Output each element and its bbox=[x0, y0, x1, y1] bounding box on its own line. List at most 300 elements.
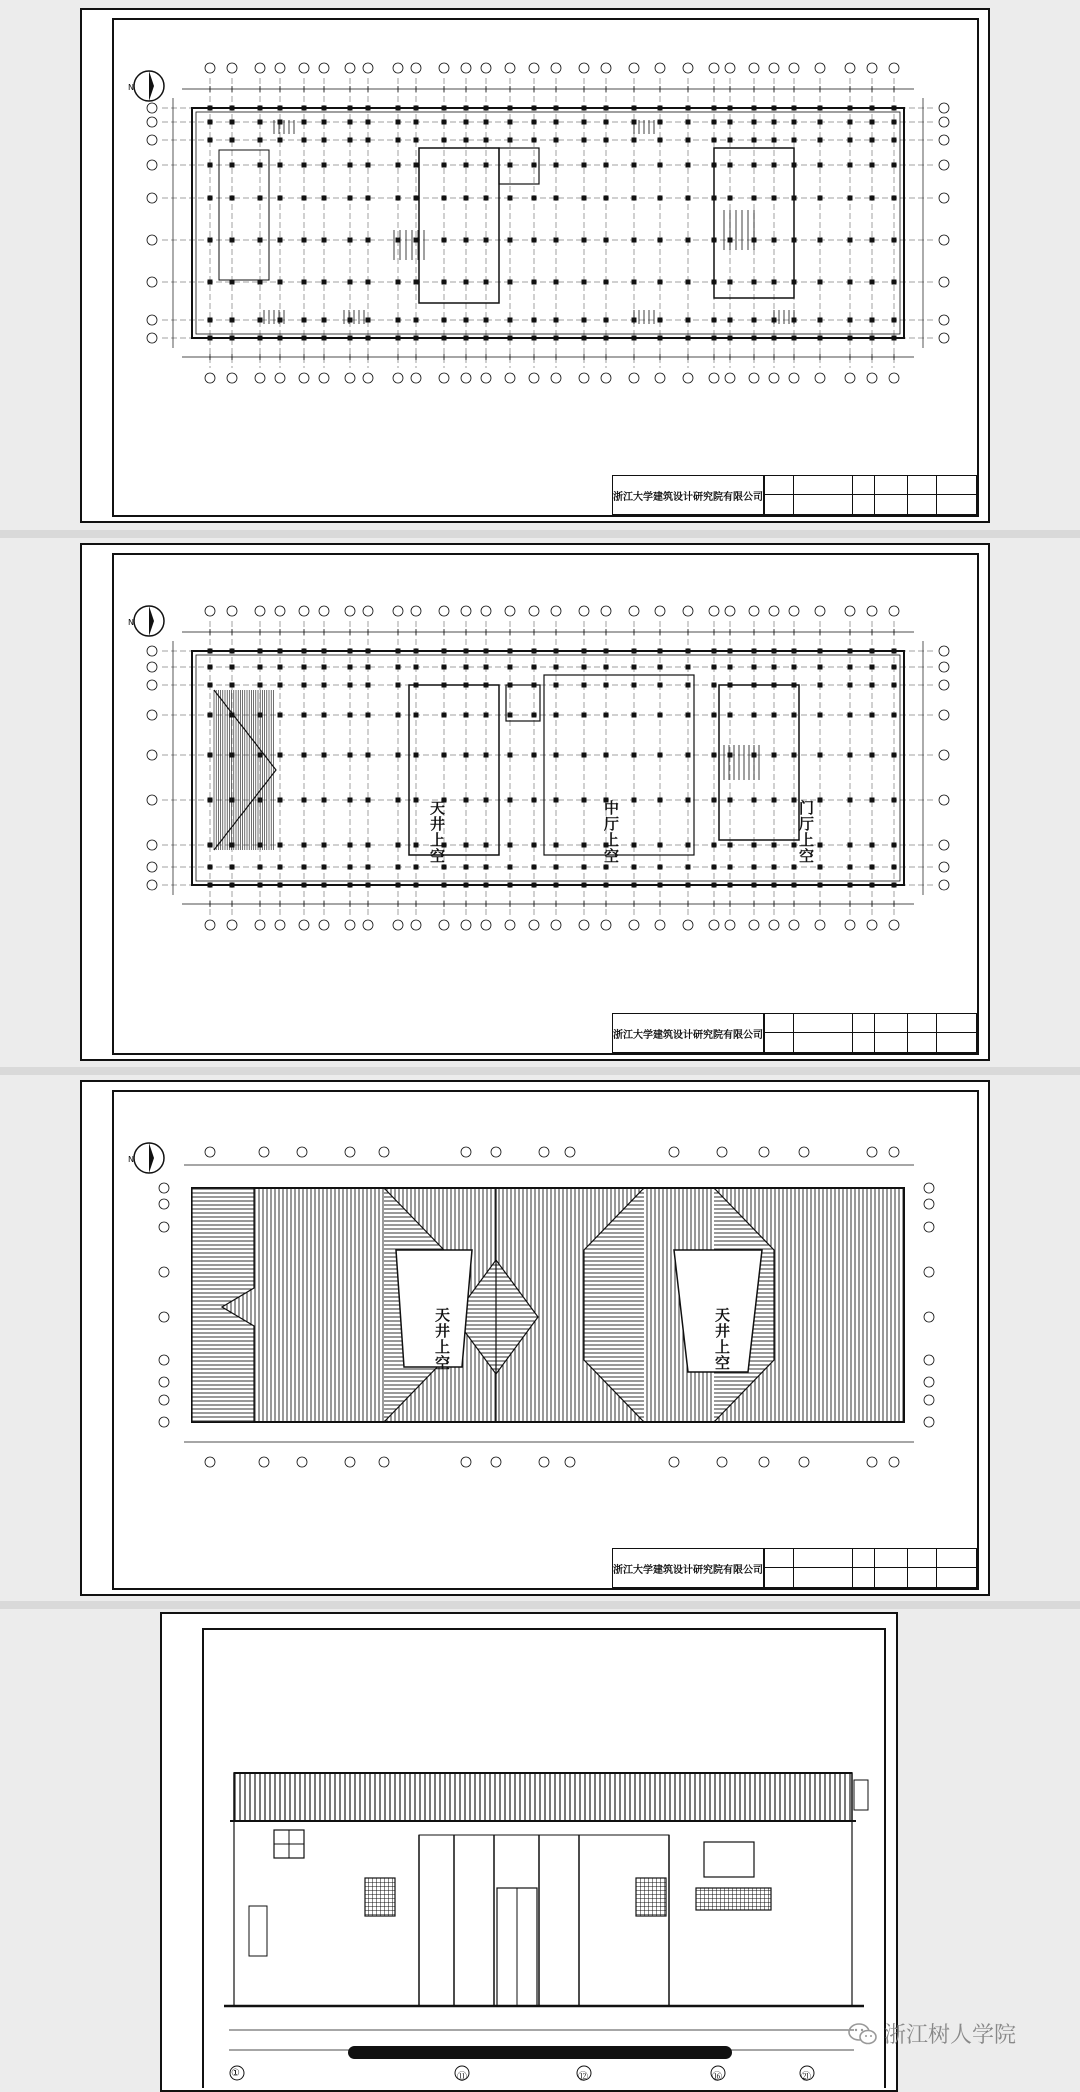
column bbox=[658, 713, 663, 718]
column bbox=[442, 196, 447, 201]
column bbox=[772, 120, 777, 125]
axis-bubble bbox=[799, 1147, 809, 1157]
second-floor-plan bbox=[114, 555, 979, 1055]
column bbox=[532, 798, 537, 803]
column bbox=[348, 196, 353, 201]
axis-bubble bbox=[227, 63, 237, 73]
axis-label: ⑫ bbox=[578, 2072, 588, 2083]
axis-bubble bbox=[815, 63, 825, 73]
column bbox=[554, 336, 559, 341]
axis-bubble bbox=[147, 880, 157, 890]
column bbox=[752, 336, 757, 341]
column bbox=[348, 138, 353, 143]
column bbox=[322, 138, 327, 143]
axis-bubble bbox=[319, 63, 329, 73]
axis-bubble bbox=[815, 373, 825, 383]
column bbox=[848, 683, 853, 688]
column bbox=[258, 106, 263, 111]
column bbox=[302, 865, 307, 870]
outer-wall bbox=[192, 108, 904, 338]
column bbox=[632, 336, 637, 341]
axis-label: ① bbox=[231, 2068, 240, 2079]
column bbox=[278, 865, 283, 870]
column bbox=[792, 106, 797, 111]
column bbox=[892, 163, 897, 168]
column bbox=[604, 683, 609, 688]
column bbox=[366, 865, 371, 870]
column bbox=[532, 318, 537, 323]
column bbox=[322, 163, 327, 168]
column bbox=[230, 238, 235, 243]
column bbox=[348, 865, 353, 870]
column bbox=[508, 106, 513, 111]
column bbox=[728, 120, 733, 125]
column bbox=[230, 665, 235, 670]
column bbox=[554, 106, 559, 111]
column bbox=[792, 138, 797, 143]
column bbox=[772, 713, 777, 718]
axis-bubble bbox=[539, 1147, 549, 1157]
axis-bubble bbox=[579, 920, 589, 930]
axis-bubble bbox=[717, 1457, 727, 1467]
column bbox=[818, 798, 823, 803]
axis-bubble bbox=[551, 920, 561, 930]
axis-bubble bbox=[529, 63, 539, 73]
column bbox=[818, 120, 823, 125]
axis-bubble bbox=[461, 606, 471, 616]
column bbox=[892, 120, 897, 125]
axis-label: ⑯ bbox=[712, 2072, 722, 2083]
column bbox=[258, 665, 263, 670]
column bbox=[414, 798, 419, 803]
axis-bubble bbox=[255, 606, 265, 616]
column bbox=[442, 138, 447, 143]
column bbox=[892, 865, 897, 870]
column bbox=[348, 798, 353, 803]
svg-text:N: N bbox=[128, 618, 134, 627]
column bbox=[712, 865, 717, 870]
axis-bubble bbox=[345, 1147, 355, 1157]
axis-bubble bbox=[924, 1222, 934, 1232]
column bbox=[464, 798, 469, 803]
column bbox=[686, 798, 691, 803]
column bbox=[728, 336, 733, 341]
column bbox=[582, 865, 587, 870]
column bbox=[208, 865, 213, 870]
axis-bubble bbox=[259, 1147, 269, 1157]
column bbox=[686, 280, 691, 285]
column bbox=[230, 163, 235, 168]
column bbox=[302, 138, 307, 143]
column bbox=[508, 318, 513, 323]
column bbox=[302, 238, 307, 243]
column bbox=[772, 280, 777, 285]
column bbox=[348, 336, 353, 341]
column bbox=[442, 753, 447, 758]
column bbox=[278, 753, 283, 758]
axis-bubble bbox=[867, 373, 877, 383]
column bbox=[302, 280, 307, 285]
column bbox=[554, 865, 559, 870]
column bbox=[208, 843, 213, 848]
column bbox=[818, 753, 823, 758]
room bbox=[219, 150, 269, 280]
column bbox=[818, 163, 823, 168]
column bbox=[772, 798, 777, 803]
axis-bubble bbox=[769, 373, 779, 383]
column bbox=[532, 138, 537, 143]
column bbox=[366, 280, 371, 285]
column bbox=[892, 713, 897, 718]
column bbox=[712, 713, 717, 718]
column bbox=[772, 336, 777, 341]
column bbox=[792, 753, 797, 758]
axis-bubble bbox=[299, 606, 309, 616]
column bbox=[396, 713, 401, 718]
column bbox=[818, 238, 823, 243]
column bbox=[484, 238, 489, 243]
axis-bubble bbox=[461, 63, 471, 73]
column bbox=[554, 753, 559, 758]
axis-bubble bbox=[601, 920, 611, 930]
axis-bubble bbox=[939, 135, 949, 145]
column bbox=[208, 798, 213, 803]
column bbox=[792, 883, 797, 888]
column bbox=[892, 336, 897, 341]
axis-bubble bbox=[297, 1147, 307, 1157]
column bbox=[870, 280, 875, 285]
column bbox=[658, 106, 663, 111]
column bbox=[366, 196, 371, 201]
column bbox=[870, 163, 875, 168]
column bbox=[604, 138, 609, 143]
north-arrow-icon bbox=[128, 71, 164, 101]
axis-bubble bbox=[725, 606, 735, 616]
column bbox=[772, 649, 777, 654]
column bbox=[712, 753, 717, 758]
column bbox=[508, 336, 513, 341]
column bbox=[818, 280, 823, 285]
axis-label: ⑪ bbox=[457, 2072, 467, 2083]
south-elevation bbox=[204, 1630, 886, 2088]
column bbox=[870, 683, 875, 688]
ground-floor-plan bbox=[114, 20, 979, 517]
column bbox=[870, 318, 875, 323]
void-courtyard bbox=[409, 685, 499, 855]
axis-bubble bbox=[505, 63, 515, 73]
column bbox=[230, 883, 235, 888]
column bbox=[484, 753, 489, 758]
axis-bubble bbox=[601, 606, 611, 616]
axis-bubble bbox=[411, 373, 421, 383]
column bbox=[442, 336, 447, 341]
axis-bubble bbox=[939, 277, 949, 287]
column bbox=[396, 883, 401, 888]
column bbox=[712, 883, 717, 888]
column bbox=[442, 883, 447, 888]
column bbox=[686, 683, 691, 688]
axis-bubble bbox=[481, 606, 491, 616]
column bbox=[442, 318, 447, 323]
column bbox=[728, 318, 733, 323]
axis-bubble bbox=[393, 63, 403, 73]
column bbox=[464, 318, 469, 323]
axis-bubble bbox=[867, 606, 877, 616]
column bbox=[632, 280, 637, 285]
column bbox=[658, 883, 663, 888]
column bbox=[484, 318, 489, 323]
column bbox=[604, 196, 609, 201]
column bbox=[582, 163, 587, 168]
column bbox=[604, 713, 609, 718]
column bbox=[532, 665, 537, 670]
column bbox=[554, 318, 559, 323]
column bbox=[366, 336, 371, 341]
column bbox=[772, 883, 777, 888]
axis-bubble bbox=[789, 606, 799, 616]
axis-bubble bbox=[939, 880, 949, 890]
drawing-frame bbox=[112, 1090, 979, 1590]
column bbox=[712, 665, 717, 670]
column bbox=[414, 713, 419, 718]
column bbox=[442, 665, 447, 670]
void-label-courtyard: 天井上空 bbox=[428, 800, 446, 864]
column bbox=[818, 843, 823, 848]
org-name: 浙江大学建筑设计研究院有限公司 bbox=[613, 1549, 764, 1587]
column bbox=[658, 280, 663, 285]
column bbox=[366, 883, 371, 888]
column bbox=[532, 713, 537, 718]
column bbox=[322, 883, 327, 888]
column bbox=[414, 649, 419, 654]
axis-bubble bbox=[683, 920, 693, 930]
column bbox=[302, 713, 307, 718]
org-name: 浙江大学建筑设计研究院有限公司 bbox=[613, 476, 764, 514]
column bbox=[582, 280, 587, 285]
watermark bbox=[848, 2018, 1016, 2049]
column bbox=[348, 163, 353, 168]
column bbox=[658, 196, 663, 201]
axis-bubble bbox=[845, 63, 855, 73]
axis-bubble bbox=[551, 63, 561, 73]
column bbox=[892, 883, 897, 888]
axis-bubble bbox=[363, 63, 373, 73]
column bbox=[366, 649, 371, 654]
column bbox=[604, 665, 609, 670]
column bbox=[464, 120, 469, 125]
column bbox=[632, 713, 637, 718]
column bbox=[554, 883, 559, 888]
axis-bubble bbox=[709, 920, 719, 930]
axis-bubble bbox=[505, 920, 515, 930]
column bbox=[582, 798, 587, 803]
void-label-courtyard-east: 天井上空 bbox=[713, 1307, 731, 1371]
axis-bubble bbox=[439, 920, 449, 930]
column bbox=[396, 865, 401, 870]
drawing-frame bbox=[112, 18, 979, 517]
column bbox=[686, 713, 691, 718]
axis-bubble bbox=[255, 63, 265, 73]
column bbox=[532, 883, 537, 888]
column bbox=[348, 318, 353, 323]
axis-bubble bbox=[889, 606, 899, 616]
roof-outline bbox=[192, 1188, 904, 1422]
facade-wall bbox=[234, 1821, 852, 2006]
axis-bubble bbox=[227, 373, 237, 383]
column bbox=[892, 798, 897, 803]
axis-bubble bbox=[867, 1457, 877, 1467]
column bbox=[322, 318, 327, 323]
column bbox=[532, 238, 537, 243]
axis-bubble bbox=[683, 606, 693, 616]
column bbox=[442, 106, 447, 111]
column bbox=[366, 163, 371, 168]
column bbox=[604, 753, 609, 758]
column bbox=[686, 163, 691, 168]
axis-bubble bbox=[411, 606, 421, 616]
axis-bubble bbox=[491, 1457, 501, 1467]
axis-bubble bbox=[255, 920, 265, 930]
column bbox=[658, 138, 663, 143]
axis-bubble bbox=[939, 315, 949, 325]
title-block bbox=[612, 1548, 977, 1588]
column bbox=[322, 196, 327, 201]
column bbox=[258, 138, 263, 143]
column bbox=[278, 280, 283, 285]
axis-bubble bbox=[529, 606, 539, 616]
column bbox=[892, 280, 897, 285]
column bbox=[396, 336, 401, 341]
column bbox=[278, 883, 283, 888]
column bbox=[258, 120, 263, 125]
axis-bubble bbox=[147, 235, 157, 245]
column bbox=[464, 280, 469, 285]
column bbox=[870, 196, 875, 201]
column bbox=[366, 138, 371, 143]
axis-bubble bbox=[299, 920, 309, 930]
axis-bubble bbox=[363, 606, 373, 616]
home-indicator[interactable] bbox=[348, 2046, 732, 2059]
column bbox=[396, 138, 401, 143]
axis-bubble bbox=[845, 920, 855, 930]
axis-bubble bbox=[709, 63, 719, 73]
column bbox=[848, 318, 853, 323]
axis-bubble bbox=[629, 920, 639, 930]
column bbox=[322, 798, 327, 803]
axis-bubble bbox=[439, 606, 449, 616]
column bbox=[366, 106, 371, 111]
axis-bubble bbox=[789, 373, 799, 383]
column bbox=[258, 683, 263, 688]
column bbox=[658, 649, 663, 654]
column bbox=[532, 106, 537, 111]
column bbox=[554, 238, 559, 243]
column bbox=[728, 798, 733, 803]
column bbox=[442, 713, 447, 718]
axis-bubble bbox=[275, 920, 285, 930]
column bbox=[686, 649, 691, 654]
axis-bubble bbox=[299, 63, 309, 73]
axis-bubble bbox=[393, 606, 403, 616]
column bbox=[686, 106, 691, 111]
axis-bubble bbox=[411, 920, 421, 930]
column bbox=[464, 883, 469, 888]
column bbox=[302, 649, 307, 654]
column bbox=[658, 843, 663, 848]
axis-bubble bbox=[259, 1457, 269, 1467]
axis-bubble bbox=[717, 1147, 727, 1157]
column bbox=[712, 649, 717, 654]
column bbox=[278, 665, 283, 670]
axis-bubble bbox=[655, 63, 665, 73]
column bbox=[792, 649, 797, 654]
axis-bubble bbox=[147, 193, 157, 203]
column bbox=[728, 649, 733, 654]
drawing-frame bbox=[202, 1628, 886, 2088]
axis-bubble bbox=[749, 63, 759, 73]
column bbox=[686, 196, 691, 201]
column bbox=[582, 753, 587, 758]
column bbox=[712, 106, 717, 111]
column bbox=[464, 138, 469, 143]
axis-bubble bbox=[159, 1417, 169, 1427]
column bbox=[302, 843, 307, 848]
column bbox=[604, 649, 609, 654]
column bbox=[396, 798, 401, 803]
column bbox=[604, 120, 609, 125]
column bbox=[752, 865, 757, 870]
axis-bubble bbox=[159, 1199, 169, 1209]
column bbox=[322, 665, 327, 670]
column bbox=[752, 713, 757, 718]
column bbox=[322, 336, 327, 341]
column bbox=[414, 138, 419, 143]
column bbox=[442, 120, 447, 125]
column bbox=[848, 798, 853, 803]
column bbox=[658, 336, 663, 341]
column bbox=[302, 163, 307, 168]
column bbox=[752, 665, 757, 670]
column bbox=[208, 280, 213, 285]
drawing-frame bbox=[112, 553, 979, 1055]
column bbox=[582, 713, 587, 718]
column bbox=[464, 843, 469, 848]
column bbox=[870, 665, 875, 670]
axis-bubble bbox=[147, 160, 157, 170]
column bbox=[396, 163, 401, 168]
column bbox=[464, 196, 469, 201]
axis-bubble bbox=[924, 1199, 934, 1209]
column bbox=[728, 280, 733, 285]
column bbox=[892, 843, 897, 848]
column bbox=[772, 865, 777, 870]
wechat-icon bbox=[848, 2022, 878, 2046]
column bbox=[464, 713, 469, 718]
axis-bubble bbox=[147, 862, 157, 872]
column bbox=[464, 106, 469, 111]
axis-bubble bbox=[939, 646, 949, 656]
svg-text:N: N bbox=[128, 83, 134, 92]
column bbox=[632, 883, 637, 888]
column bbox=[484, 138, 489, 143]
column bbox=[658, 683, 663, 688]
column bbox=[348, 280, 353, 285]
column bbox=[632, 163, 637, 168]
axis-bubble bbox=[867, 920, 877, 930]
column bbox=[848, 883, 853, 888]
column bbox=[366, 753, 371, 758]
axis-bubble bbox=[319, 920, 329, 930]
